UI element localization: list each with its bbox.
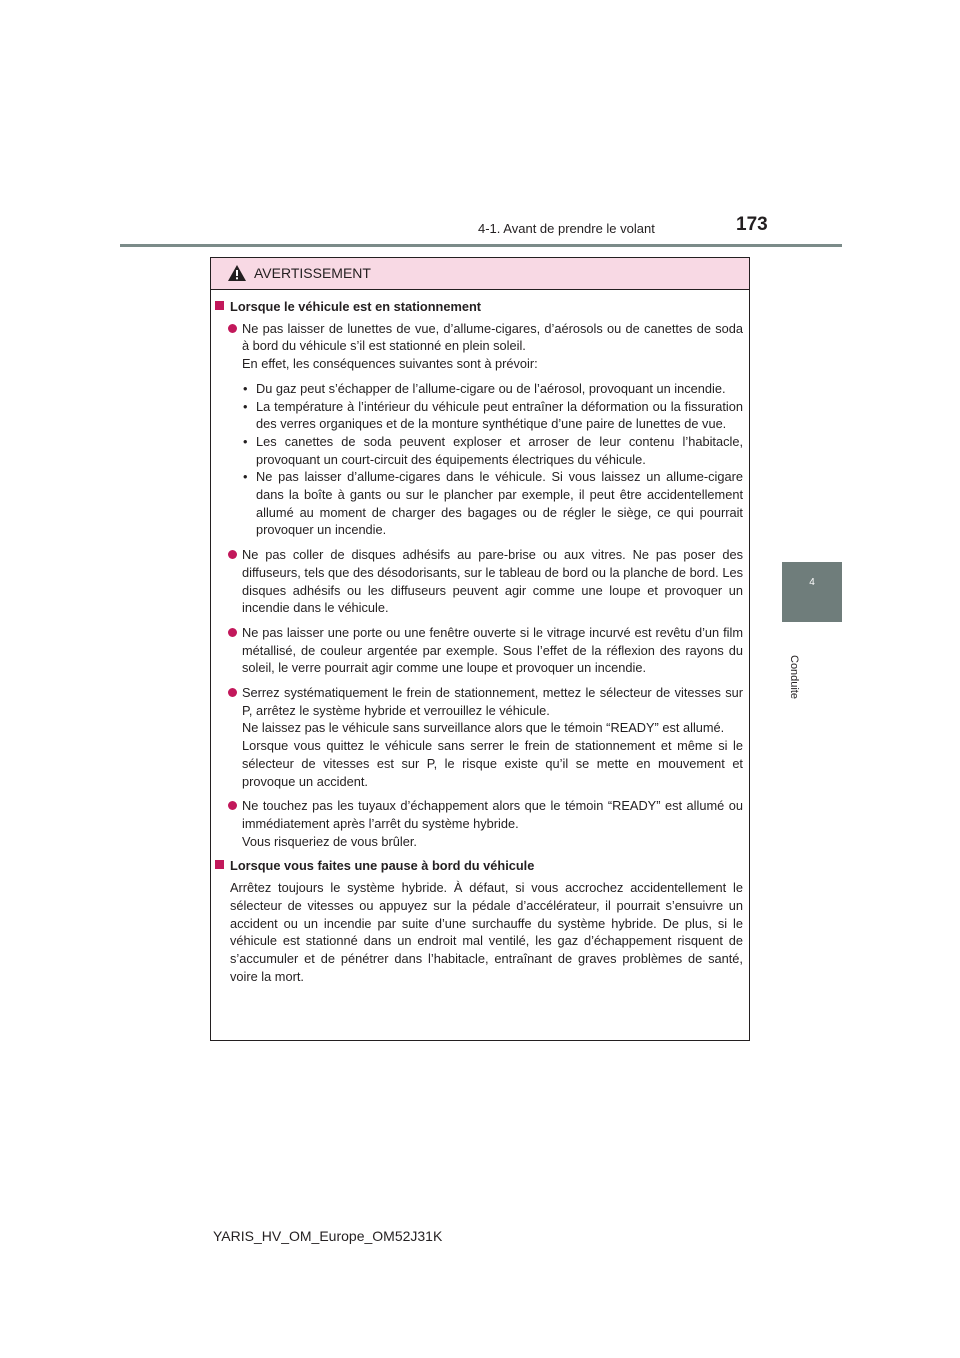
square-bullet-icon xyxy=(215,301,224,310)
round-bullet-icon xyxy=(228,688,237,697)
paragraph: Ne pas laisser de lunettes de vue, d’allume-cigares, d’aérosols ou de canettes de soda à bord du véhicule s’il est stationné en plein soleil. xyxy=(242,320,743,354)
paragraph: Ne pas coller de disques adhésifs au pare-brise ou aux vitres. Ne pas poser des diffuseurs, tels que des désodorisants, sur le tableau de bord ou la planche de bord. Les disques adhésifs ou les diffuseurs peuvent agir comme une loupe et provoquer un incendie dans le véhicule. xyxy=(242,547,743,616)
paragraph: Ne pas laisser une porte ou une fenêtre ouverte si le vitrage incurvé est revêtu d’un film métallisé, de couleur argentée par exemple. Sous l’effet de la réflexion des rayons du soleil, le verre pourrait agir comme une loupe et provoquer un incendie. xyxy=(242,624,743,676)
paragraph: Arrêtez toujours le système hybride. À défaut, si vous accrochez accidentellement le sélecteur de vitesses ou appuyez sur la pédale d’accélérateur, il pourrait s’ensuivre un accident ou un incendie par suite d’une surchauffe du système hybride. De plus, si le véhicule est stationné dans un endroit mal ventilé, les gaz d’échappement risquent de s’accumuler et de pénétrer dans l’habitacle, entraînant de graves problèmes de santé, voire la mort. xyxy=(230,880,743,984)
sub-item: • Les canettes de soda peuvent exploser et arroser de leur contenu l’habitacle, provoquant un court-circuit des équipements électriques du véhicule. xyxy=(243,433,743,467)
sub-item: • La température à l’intérieur du véhicule peut entraîner la déformation ou la fissuration des verres organiques et de la monture synthétique d’une paire de lunettes de vue. xyxy=(243,398,743,432)
square-bullet-icon xyxy=(215,860,224,869)
sub-item: • Du gaz peut s’échapper de l’allume-cigare ou de l’aérosol, provoquant un incendie. xyxy=(243,380,726,396)
paragraph: Serrez systématiquement le frein de stationnement, mettez le sélecteur de vitesses sur P, arrêtez le système hybride et verrouillez le véhicule. xyxy=(242,685,743,718)
warning-title: AVERTISSEMENT xyxy=(254,265,371,281)
bullet-item xyxy=(211,624,749,677)
chapter-tab xyxy=(782,562,842,622)
page-number: 173 xyxy=(736,214,768,235)
round-bullet-icon xyxy=(228,628,237,637)
paragraph: Vous risqueriez de vous brûler. xyxy=(242,833,417,849)
section-heading: Lorsque vous faites une pause à bord du véhicule xyxy=(211,857,749,875)
round-bullet-icon xyxy=(228,324,237,333)
paragraph: Ne touchez pas les tuyaux d’échappement alors que le témoin “READY” est allumé ou immédiatement après l’arrêt du système hybride. xyxy=(242,798,743,831)
section-heading: Lorsque le véhicule est en stationnement xyxy=(211,298,749,316)
warning-content xyxy=(211,298,749,985)
round-bullet-icon xyxy=(228,801,237,810)
document-code: YARIS_HV_OM_Europe_OM52J31K xyxy=(213,1228,443,1244)
sub-item: • Ne pas laisser d’allume-cigares dans le véhicule. Si vous laissez un allume-cigare dans la boîte à gants ou sur le plancher par exemple, il peut être accidentellement allumé au moment de charger des bagages ou de régler le siège, ce qui pourrait provoquer un incendie. xyxy=(243,469,743,538)
warning-header xyxy=(211,258,749,290)
sub-list xyxy=(242,380,743,539)
bullet-item xyxy=(211,684,749,790)
warning-box xyxy=(210,257,750,1041)
paragraph: En effet, les conséquences suivantes sont à prévoir: xyxy=(242,356,538,372)
round-bullet-icon xyxy=(228,550,237,559)
bullet-item xyxy=(211,546,749,617)
paragraph: Ne laissez pas le véhicule sans surveillance alors que le témoin “READY” est allumé. xyxy=(242,720,725,736)
warning-triangle-icon xyxy=(227,264,247,282)
chapter-label: Conduite xyxy=(788,655,800,700)
bullet-item xyxy=(211,320,749,539)
bullet-item xyxy=(211,797,749,850)
chapter-number: 4 xyxy=(809,577,815,588)
header-rule xyxy=(120,244,842,247)
paragraph: Lorsque vous quittez le véhicule sans serrer le frein de stationnement et même si le sélecteur de vitesses est sur P, le risque existe qu’il se mette en mouvement et provoque un accident. xyxy=(242,738,743,789)
section-title: 4-1. Avant de prendre le volant xyxy=(478,221,655,236)
